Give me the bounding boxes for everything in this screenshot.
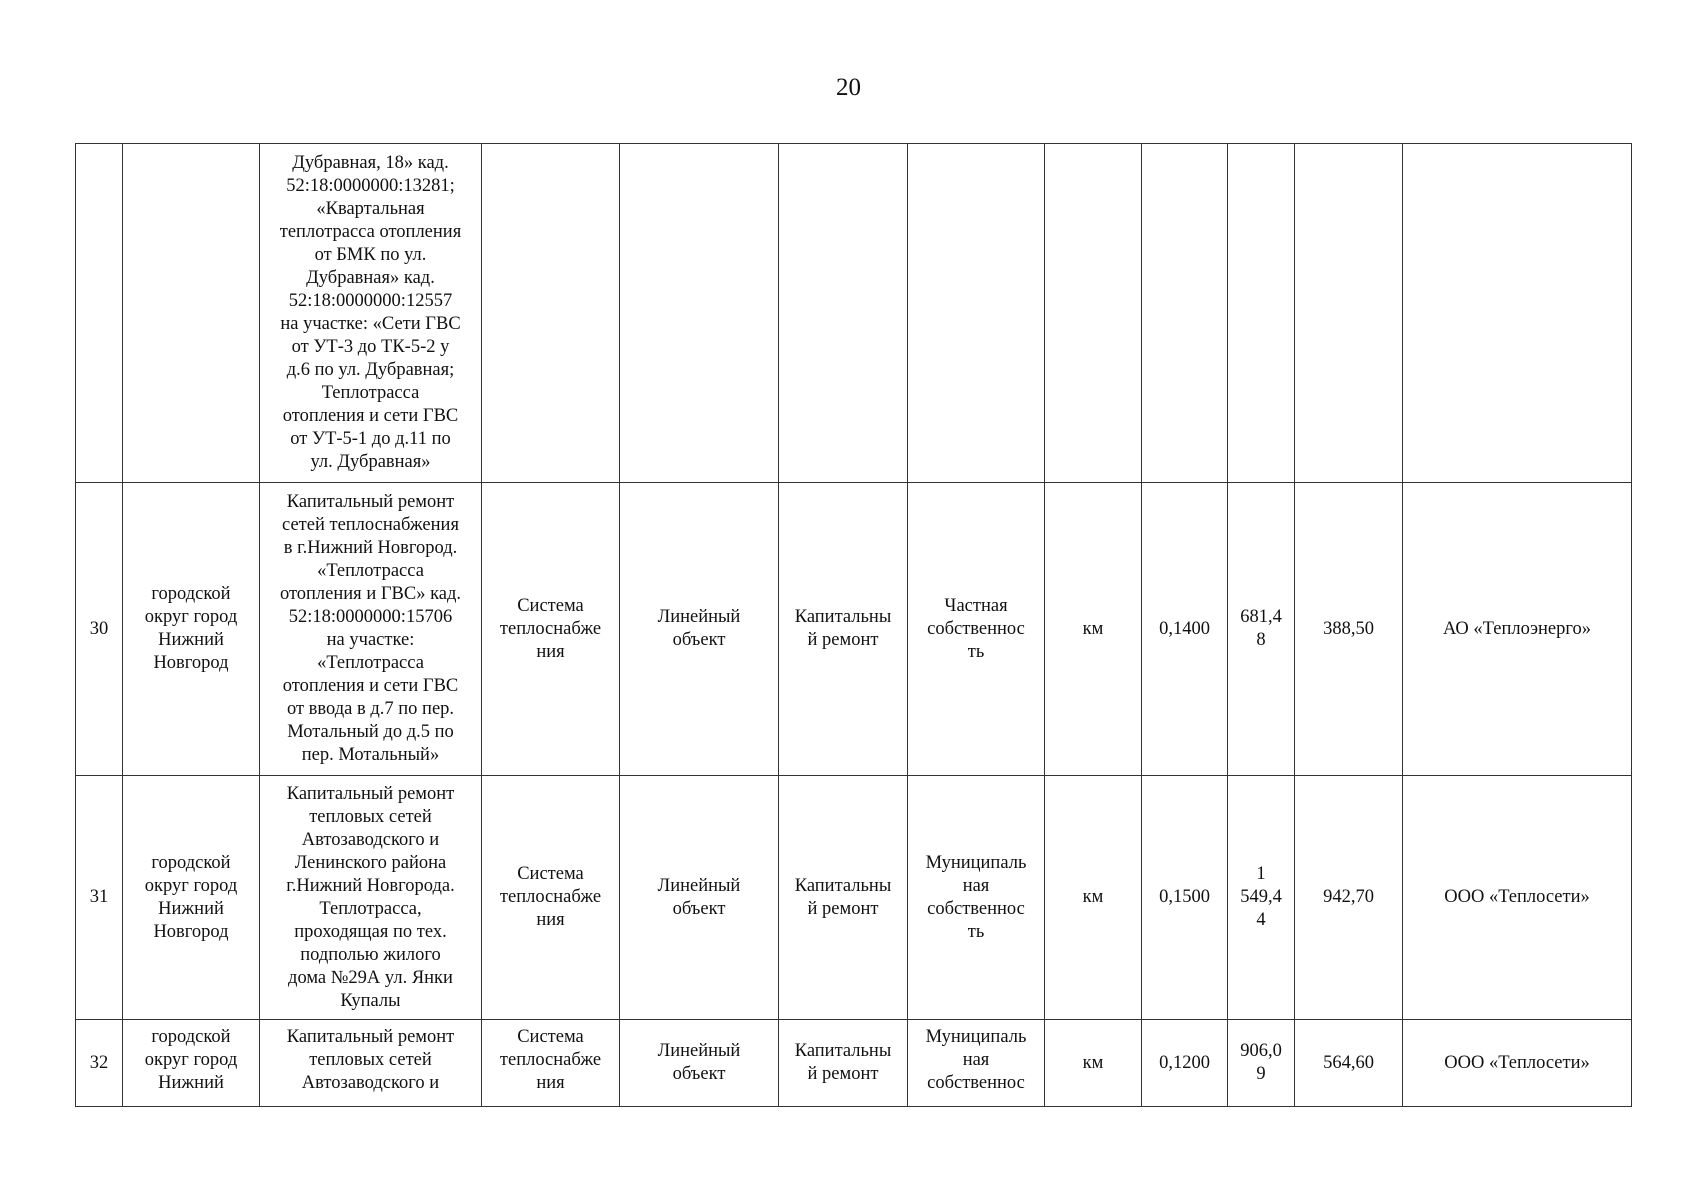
cell-text-line: объект (672, 898, 726, 919)
cell-text-line: от ввода в д.7 по пер. (286, 699, 455, 719)
cell-text-line: ния (536, 641, 565, 662)
table-row (76, 776, 1632, 1020)
cell-text-line: проходящая по тех. (294, 921, 447, 942)
cell-text-line: й ремонт (807, 1064, 879, 1084)
cell-text-line: городской (151, 852, 231, 873)
cell-cost (1228, 776, 1295, 1020)
cell-text-line: Купалы (340, 990, 401, 1011)
cell-text-line: Мотальный до д.5 по (287, 722, 454, 742)
cell-unit (1045, 144, 1142, 483)
cell-text-line: ул. Дубравная» (310, 452, 431, 472)
cell-municipality (123, 776, 260, 1020)
cell-text-line: от УТ-3 до ТК-5-2 у (291, 337, 450, 357)
cell-unit: км (1045, 483, 1142, 776)
cell-text-line: Дубравная, 18» кад. (292, 153, 449, 173)
cell-text-line: в г.Нижний Новгород. (283, 538, 458, 558)
cell-work-type (779, 483, 908, 776)
cell-text-line: тепловых сетей (309, 806, 432, 827)
cell-description (260, 1020, 482, 1107)
cell-text-line: собственнос (927, 618, 1025, 639)
cell-text-line: Капитальный ремонт (286, 1027, 455, 1047)
page-number: 20 (836, 74, 861, 101)
cell-number: 30 (76, 483, 123, 776)
cell-length: 0,1200 (1142, 1020, 1228, 1107)
cell-text-line: «Теплотрасса (317, 653, 424, 673)
cell-system (482, 144, 620, 483)
cell-cost (1228, 483, 1295, 776)
cell-text-line: Муниципаль (925, 852, 1027, 873)
cell-text-line: пер. Мотальный» (301, 745, 440, 765)
cell-text-line: отопления и ГВС» кад. (279, 584, 462, 604)
cell-text-line: от УТ-5-1 до д.11 по (290, 429, 451, 449)
cell-text-line: подполью жилого (300, 944, 441, 965)
cell-text-line: Ленинского района (294, 852, 447, 873)
cell-text-line: округ город (144, 607, 238, 627)
cell-text-line: «Квартальная (316, 199, 425, 219)
cell-object-type (620, 483, 779, 776)
cell-text-line: Линейный (657, 607, 741, 627)
cell-text-line: Система (517, 1027, 584, 1047)
cell-work-type (779, 1020, 908, 1107)
cell-text-line: Капитальны (794, 607, 892, 627)
cell-ownership (908, 1020, 1045, 1107)
cell-amount: 388,50 (1295, 483, 1403, 776)
cell-text-line: 8 (1256, 630, 1266, 650)
cell-text-line: Новгород (153, 653, 229, 673)
cell-text-line: 52:18:0000000:13281; (286, 176, 455, 196)
cell-text-line: тепловых сетей (309, 1050, 432, 1070)
cell-text-line: городской (151, 584, 231, 604)
cell-description (260, 144, 482, 483)
cell-cost (1228, 144, 1295, 483)
cell-text-line: г.Нижний Новгорода. (286, 875, 455, 896)
cell-text-line: й ремонт (807, 898, 879, 919)
cell-amount (1295, 144, 1403, 483)
cell-text-line: Дубравная» кад. (306, 268, 435, 288)
cell-description (260, 483, 482, 776)
table-row (76, 1020, 1632, 1107)
cell-length (1142, 144, 1228, 483)
cell-text-line: й ремонт (807, 630, 879, 650)
projects-table (75, 143, 1632, 1107)
cell-text-line: Муниципаль (925, 1027, 1027, 1047)
cell-text-line: 549,4 (1240, 887, 1282, 907)
cell-text-line: на участке: (326, 630, 415, 650)
cell-length: 0,1500 (1142, 776, 1228, 1020)
cell-municipality (123, 144, 260, 483)
cell-length: 0,1400 (1142, 483, 1228, 776)
cell-organization: ООО «Теплосети» (1403, 1020, 1632, 1107)
cell-object-type (620, 144, 779, 483)
table-row (76, 483, 1632, 776)
cell-text-line: отопления и сети ГВС (282, 676, 459, 696)
cell-text-line: собственнос (927, 1073, 1025, 1093)
cell-text-line: 4 (1256, 910, 1266, 930)
cell-text-line: 906,0 (1240, 1041, 1282, 1061)
cell-text-line: на участке: «Сети ГВС (280, 314, 461, 334)
cell-text-line: Капитальны (794, 1041, 892, 1061)
cell-text-line: объект (672, 630, 726, 650)
cell-text-line: 681,4 (1240, 607, 1282, 627)
cell-text-line: ная (962, 1050, 990, 1070)
cell-system (482, 483, 620, 776)
cell-text-line: Линейный (657, 875, 741, 896)
table-row-continuation (76, 144, 1632, 483)
cell-number: 32 (76, 1020, 123, 1107)
cell-text-line: Капитальный ремонт (286, 783, 455, 804)
cell-text-line: сетей теплоснабжения (282, 515, 459, 535)
cell-text-line: округ город (144, 1050, 238, 1070)
cell-text-line: Нижний (158, 1073, 224, 1093)
cell-cost (1228, 1020, 1295, 1107)
cell-text-line: Новгород (153, 921, 229, 942)
cell-work-type (779, 144, 908, 483)
cell-organization: АО «Теплоэнерго» (1403, 483, 1632, 776)
cell-text-line: теплотрасса отопления (279, 222, 462, 242)
cell-work-type (779, 776, 908, 1020)
cell-number (76, 144, 123, 483)
cell-text-line: теплоснабже (499, 1050, 602, 1070)
cell-unit: км (1045, 1020, 1142, 1107)
cell-system (482, 776, 620, 1020)
cell-text-line: 52:18:0000000:15706 (288, 607, 453, 627)
cell-amount: 942,70 (1295, 776, 1403, 1020)
cell-text-line: собственнос (927, 898, 1025, 919)
cell-text-line: ть (967, 641, 985, 662)
cell-text-line: ная (962, 875, 990, 896)
cell-text-line: теплоснабже (499, 618, 602, 639)
cell-text-line: Система (517, 864, 584, 884)
cell-text-line: округ город (144, 875, 238, 896)
cell-organization (1403, 144, 1632, 483)
cell-object-type (620, 1020, 779, 1107)
cell-text-line: дома №29А ул. Янки (288, 967, 453, 988)
cell-organization: ООО «Теплосети» (1403, 776, 1632, 1020)
cell-text-line: объект (672, 1064, 726, 1084)
cell-unit: км (1045, 776, 1142, 1020)
cell-text-line: «Теплотрасса (317, 561, 424, 581)
cell-text-line: д.6 по ул. Дубравная; (286, 360, 455, 380)
cell-text-line: 9 (1256, 1064, 1266, 1084)
cell-text-line: теплоснабже (499, 887, 602, 907)
cell-ownership (908, 776, 1045, 1020)
cell-amount: 564,60 (1295, 1020, 1403, 1107)
cell-text-line: отопления и сети ГВС (282, 406, 459, 426)
cell-text-line: городской (151, 1027, 231, 1047)
cell-system (482, 1020, 620, 1107)
cell-number: 31 (76, 776, 123, 1020)
cell-ownership (908, 483, 1045, 776)
cell-text-line: ния (536, 910, 565, 930)
cell-text-line: Частная (944, 595, 1008, 616)
cell-text-line: Нижний (158, 898, 224, 919)
cell-text-line: Автозаводского и (301, 829, 440, 850)
cell-text-line: Теплотрасса, (319, 898, 422, 919)
cell-description (260, 776, 482, 1020)
cell-text-line: Теплотрасса (321, 383, 420, 403)
cell-municipality (123, 483, 260, 776)
cell-text-line: Капитальный ремонт (286, 492, 455, 512)
cell-text-line: ния (536, 1073, 565, 1093)
cell-municipality (123, 1020, 260, 1107)
cell-text-line: от БМК по ул. (314, 245, 427, 265)
cell-text-line: Линейный (657, 1041, 741, 1061)
cell-text-line: Автозаводского и (301, 1073, 440, 1093)
cell-ownership (908, 144, 1045, 483)
cell-text-line: 1 (1256, 864, 1266, 884)
cell-text-line: ть (967, 921, 985, 942)
cell-text-line: Система (517, 595, 584, 616)
cell-object-type (620, 776, 779, 1020)
cell-text-line: 52:18:0000000:12557 (288, 291, 453, 311)
cell-text-line: Нижний (158, 630, 224, 650)
cell-text-line: Капитальны (794, 875, 892, 896)
